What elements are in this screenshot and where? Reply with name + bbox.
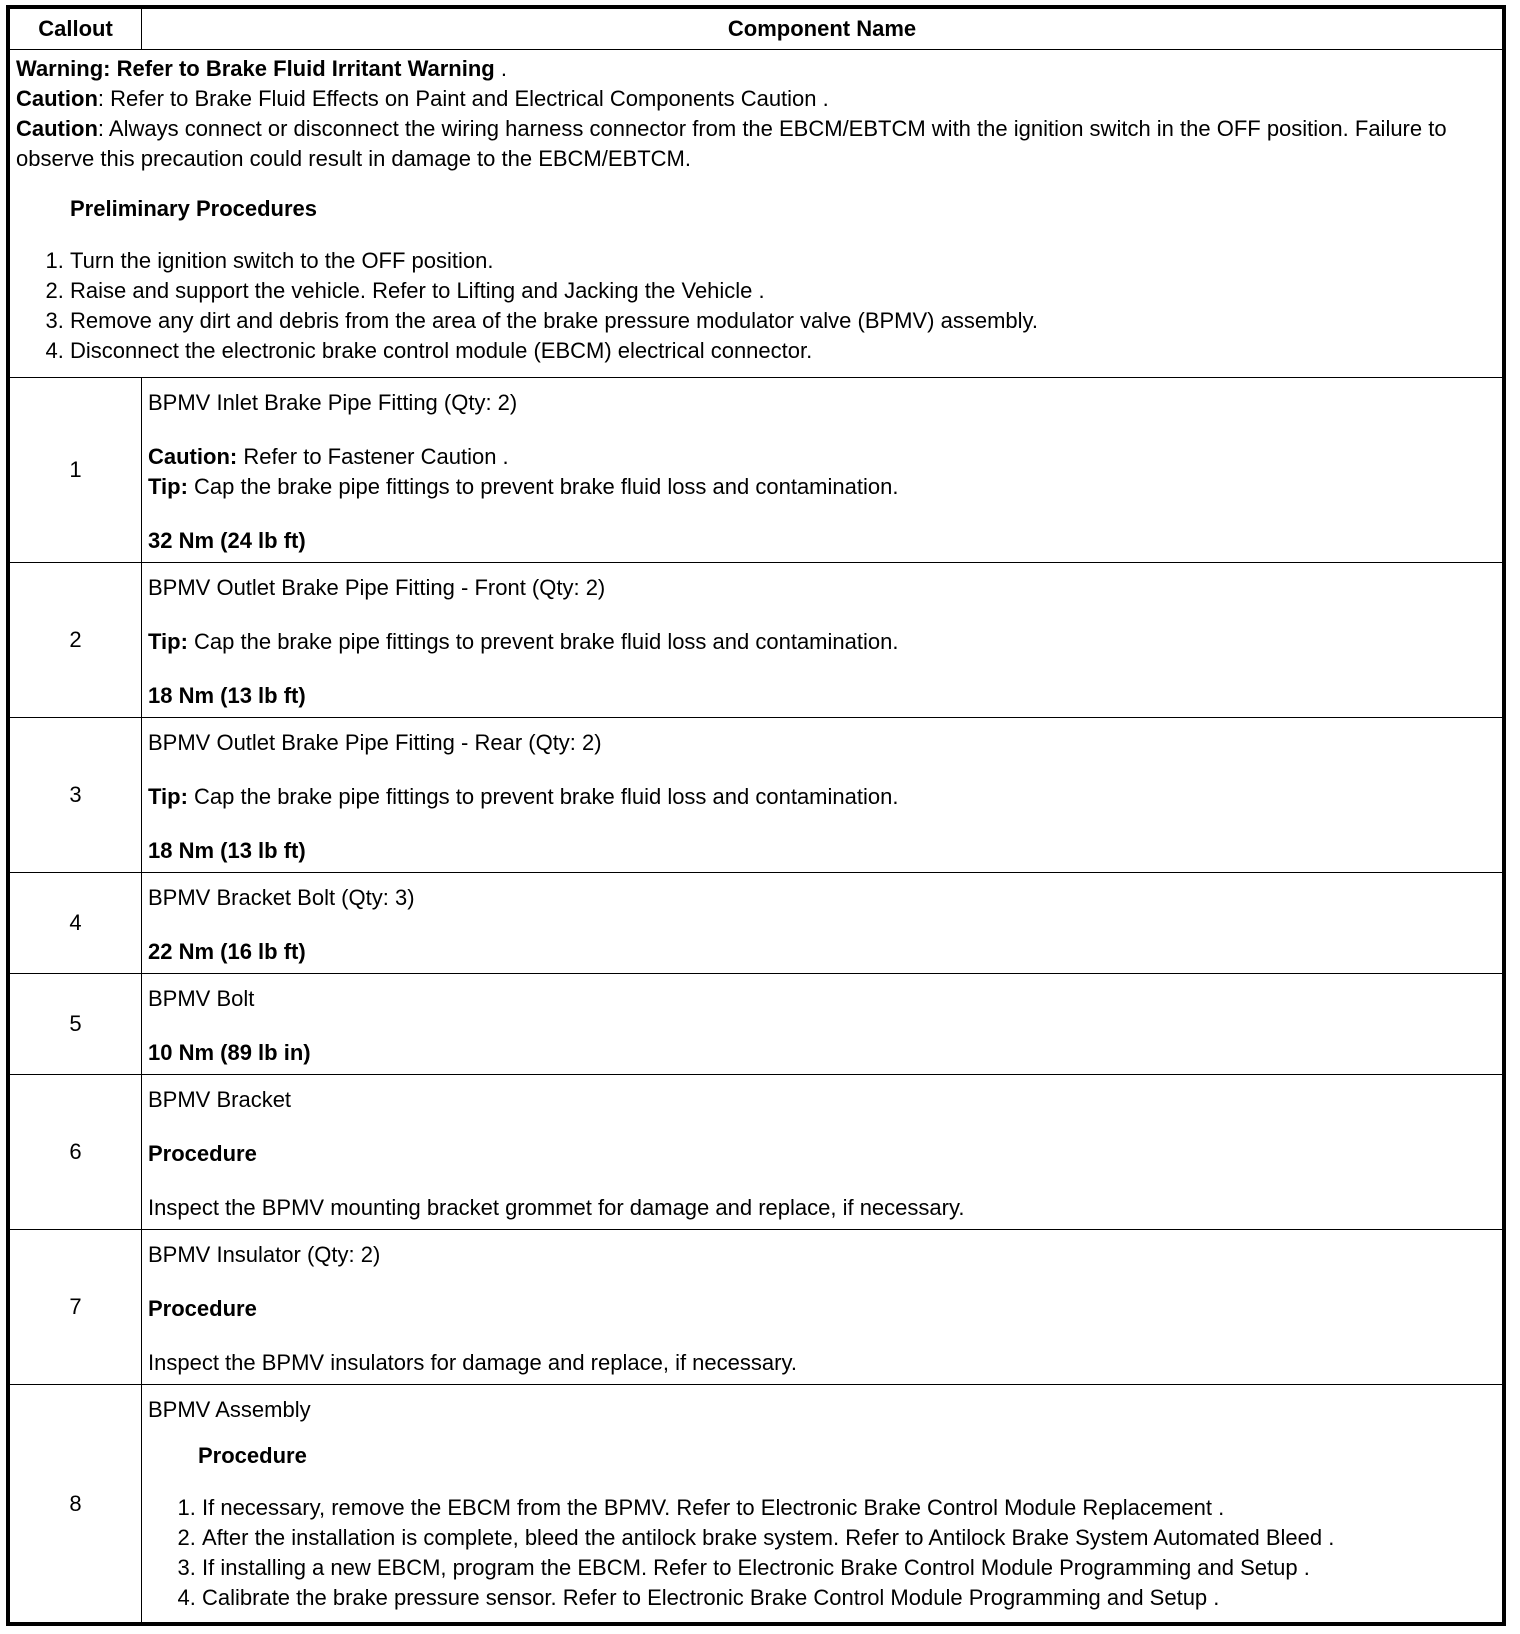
table-row <box>10 378 1503 563</box>
callout-number: 6 <box>10 1075 142 1230</box>
preliminary-step: 2. Raise and support the vehicle. Refer to Lifting and Jacking the Vehicle . <box>70 276 1496 306</box>
preliminary-steps-list <box>16 246 1496 366</box>
caution-line-1 <box>16 84 1496 114</box>
procedure-table <box>9 8 1503 1623</box>
callout-number: 3 <box>10 718 142 873</box>
table-row <box>10 873 1503 974</box>
tip-text: Cap the brake pipe fittings to prevent brake fluid loss and contamination. <box>187 474 899 499</box>
tip-label: Tip: <box>148 784 188 809</box>
procedure-table-container <box>6 5 1506 1626</box>
component-cell <box>142 873 1503 974</box>
tip-line <box>148 472 1496 502</box>
callout-number: 8 <box>10 1385 142 1623</box>
intro-cell <box>10 50 1503 378</box>
component-cell <box>142 1075 1503 1230</box>
tip-line <box>148 782 1496 812</box>
caution-line <box>148 442 1496 472</box>
procedure-title: Procedure <box>198 1443 307 1468</box>
tip-label: Tip: <box>148 629 188 654</box>
torque-spec: 32 Nm (24 lb ft) <box>148 528 306 553</box>
procedure-step: 4. Calibrate the brake pressure sensor. Refer to Electronic Brake Control Module Programming and Setup . <box>202 1583 1496 1613</box>
table-row <box>10 1075 1503 1230</box>
component-name: BPMV Bracket Bolt (Qty: 3) <box>148 885 415 910</box>
component-name: BPMV Outlet Brake Pipe Fitting - Rear (Qty: 2) <box>148 730 602 755</box>
procedure-step: 2. After the installation is complete, bleed the antilock brake system. Refer to Antilock Brake System Automated Bleed . <box>202 1523 1496 1553</box>
tip-label: Tip: <box>148 474 188 499</box>
warning-label: Warning: <box>16 56 111 81</box>
preliminary-step: 3. Remove any dirt and debris from the area of the brake pressure modulator valve (BPMV) assembly. <box>70 306 1496 336</box>
preliminary-procedures-title: Preliminary Procedures <box>70 196 318 221</box>
torque-spec: 18 Nm (13 lb ft) <box>148 838 306 863</box>
component-cell <box>142 563 1503 718</box>
caution-text-2: : Always connect or disconnect the wiring harness connector from the EBCM/EBTCM with the ignition switch in the OFF position. Failure to observe this precaution could result in damage to the EBCM/EBTCM. <box>16 116 1447 171</box>
callout-number: 1 <box>10 378 142 563</box>
component-name: BPMV Outlet Brake Pipe Fitting - Front (Qty: 2) <box>148 575 606 600</box>
caution-text-1: : Refer to Brake Fluid Effects on Paint and Electrical Components Caution . <box>97 86 829 111</box>
component-name: BPMV Bracket <box>148 1087 292 1112</box>
callout-number: 4 <box>10 873 142 974</box>
procedure-step: 1. If necessary, remove the EBCM from the BPMV. Refer to Electronic Brake Control Module Replacement . <box>202 1493 1496 1523</box>
tip-line <box>148 627 1496 657</box>
table-header-row <box>10 9 1503 50</box>
intro-row <box>10 50 1503 378</box>
procedure-title: Procedure <box>148 1296 257 1321</box>
table-row <box>10 563 1503 718</box>
callout-number: 5 <box>10 974 142 1075</box>
procedure-steps-list <box>148 1493 1496 1613</box>
component-cell <box>142 718 1503 873</box>
table-row <box>10 718 1503 873</box>
torque-spec: 22 Nm (16 lb ft) <box>148 939 306 964</box>
torque-spec: 10 Nm (89 lb in) <box>148 1040 311 1065</box>
component-cell <box>142 1385 1503 1623</box>
procedure-text: Inspect the BPMV insulators for damage and replace, if necessary. <box>148 1350 797 1375</box>
component-cell <box>142 974 1503 1075</box>
component-name: BPMV Insulator (Qty: 2) <box>148 1242 381 1267</box>
caution-line-2 <box>16 114 1496 174</box>
caution-label-1: Caution <box>16 86 98 111</box>
warning-text: Refer to Brake Fluid Irritant Warning <box>116 56 495 81</box>
procedure-title: Procedure <box>148 1141 257 1166</box>
table-row <box>10 974 1503 1075</box>
callout-number: 7 <box>10 1230 142 1385</box>
callout-column-header: Callout <box>10 9 142 50</box>
procedure-step: 3. If installing a new EBCM, program the EBCM. Refer to Electronic Brake Control Module Programming and Setup . <box>202 1553 1496 1583</box>
component-name-column-header: Component Name <box>142 9 1503 50</box>
component-cell <box>142 378 1503 563</box>
component-cell <box>142 1230 1503 1385</box>
table-row <box>10 1385 1503 1623</box>
torque-spec: 18 Nm (13 lb ft) <box>148 683 306 708</box>
tip-text: Cap the brake pipe fittings to prevent brake fluid loss and contamination. <box>187 629 899 654</box>
component-name: BPMV Inlet Brake Pipe Fitting (Qty: 2) <box>148 390 518 415</box>
tip-text: Cap the brake pipe fittings to prevent brake fluid loss and contamination. <box>187 784 899 809</box>
component-name: BPMV Assembly <box>148 1397 311 1422</box>
component-name: BPMV Bolt <box>148 986 255 1011</box>
callout-number: 2 <box>10 563 142 718</box>
procedure-text: Inspect the BPMV mounting bracket grommet for damage and replace, if necessary. <box>148 1195 965 1220</box>
caution-text: Refer to Fastener Caution . <box>237 444 509 469</box>
caution-label-2: Caution <box>16 116 98 141</box>
preliminary-step: 4. Disconnect the electronic brake control module (EBCM) electrical connector. <box>70 336 1496 366</box>
preliminary-step: 1. Turn the ignition switch to the OFF position. <box>70 246 1496 276</box>
caution-label: Caution: <box>148 444 238 469</box>
table-row <box>10 1230 1503 1385</box>
warning-line: Warning: Refer to Brake Fluid Irritant Warning . <box>16 56 507 81</box>
